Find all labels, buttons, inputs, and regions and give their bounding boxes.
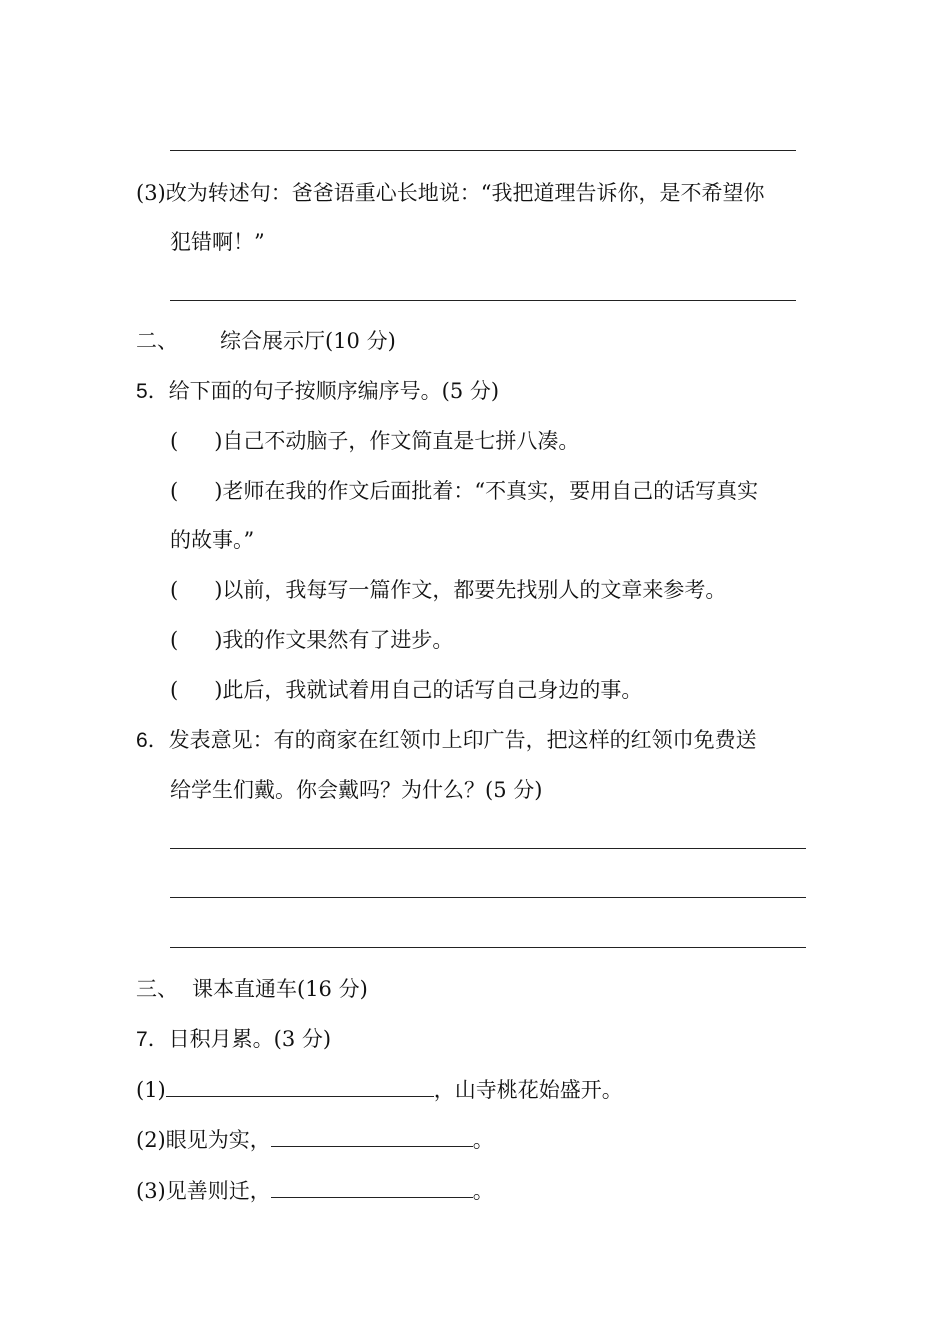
order-blank-close: ) <box>214 678 223 702</box>
q7-item-prefix: (1) <box>136 1078 166 1102</box>
q3-prompt-line2: 犯错啊！” <box>170 230 265 254</box>
q7-prompt <box>136 1026 331 1053</box>
order-blank-close: ) <box>214 578 223 602</box>
q6-text-line1: ．发表意见：有的商家在红领巾上印广告，把这样的红领巾免费送 <box>147 728 757 752</box>
q5-item-1 <box>170 428 579 454</box>
section2-label: 二、 <box>136 329 178 353</box>
fill-blank[interactable] <box>166 1076 434 1097</box>
q5-item-3 <box>170 577 726 603</box>
q3-answer-line[interactable] <box>170 300 796 301</box>
q6-answer-line-1[interactable] <box>170 848 806 849</box>
q7-item-1 <box>136 1076 623 1103</box>
q5-item-text: 我的作文果然有了进步。 <box>222 628 454 652</box>
q5-item-text: 老师在我的作文后面批着：“不真实，要用自己的话写真实 <box>222 479 759 503</box>
q5-item-text: 此后，我就试着用自己的话写自己身边的事。 <box>222 678 643 702</box>
section3-title: 课本直通车(16 分) <box>192 977 368 1001</box>
section3-label: 三、 <box>136 977 178 1001</box>
q6-prompt-line2: 给学生们戴。你会戴吗？为什么？(5 分) <box>170 778 543 802</box>
q7-item-suffix: 。 <box>472 1128 494 1152</box>
q6-prompt-line1 <box>136 727 757 754</box>
order-blank-open: ( <box>170 479 179 503</box>
section2-title: 综合展示厅(10 分) <box>220 329 396 353</box>
q7-item-prefix: (3)见善则迁， <box>136 1179 271 1203</box>
q7-text: ．日积月累。(3 分) <box>147 1027 332 1051</box>
order-blank-close: ) <box>214 479 223 503</box>
q7-item-suffix: 。 <box>472 1179 494 1203</box>
q7-item-prefix: (2)眼见为实， <box>136 1128 271 1152</box>
order-blank-open: ( <box>170 678 179 702</box>
q6-answer-line-3[interactable] <box>170 947 806 948</box>
q5-item-text: 以前，我每写一篇作文，都要先找别人的文章来参考。 <box>222 578 727 602</box>
section3-heading <box>136 976 368 1002</box>
fill-blank[interactable] <box>271 1177 473 1198</box>
q7-item-suffix: ，山寺桃花始盛开。 <box>433 1078 623 1102</box>
answer-line[interactable] <box>170 150 796 151</box>
fill-blank[interactable] <box>271 1126 473 1147</box>
section2-heading <box>136 328 396 354</box>
q5-item-4 <box>170 627 453 653</box>
q5-prompt <box>136 378 499 405</box>
q5-text: ．给下面的句子按顺序编序号。(5 分) <box>147 379 500 403</box>
q3-prompt-line1: (3)改为转述句：爸爸语重心长地说：“我把道理告诉你，是不希望你 <box>136 181 765 205</box>
q5-number: 5 <box>136 380 148 403</box>
q7-item-2 <box>136 1126 494 1153</box>
q5-item-2-cont: 的故事。” <box>170 528 255 552</box>
q7-item-3 <box>136 1177 494 1204</box>
order-blank-open: ( <box>170 429 179 453</box>
q5-item-5 <box>170 677 642 703</box>
q6-answer-line-2[interactable] <box>170 897 806 898</box>
q6-number: 6 <box>136 729 148 752</box>
q5-item-text: 自己不动脑子，作文简直是七拼八凑。 <box>222 429 580 453</box>
order-blank-open: ( <box>170 628 179 652</box>
order-blank-open: ( <box>170 578 179 602</box>
q5-item-2 <box>170 478 758 504</box>
q7-number: 7 <box>136 1028 148 1051</box>
order-blank-close: ) <box>214 628 223 652</box>
order-blank-close: ) <box>214 429 223 453</box>
